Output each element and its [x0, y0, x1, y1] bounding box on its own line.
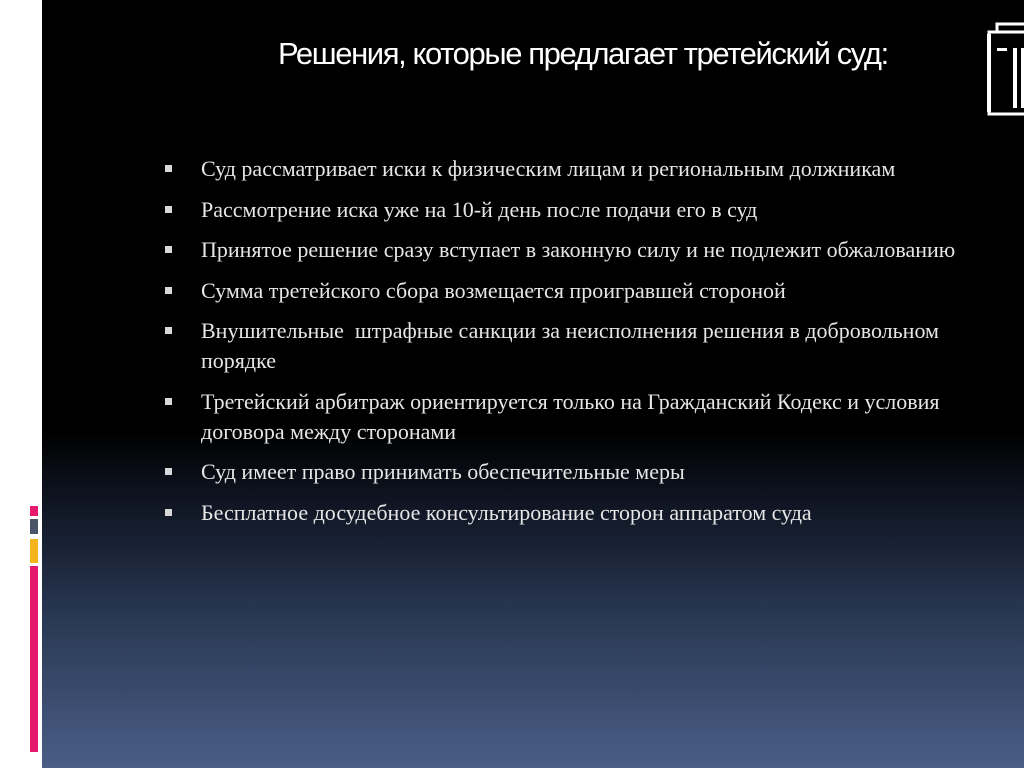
bullet-text: Бесплатное досудебное консультирование сторон аппаратом суда — [201, 499, 812, 525]
bullet-item — [162, 316, 982, 376]
bullet-text: Суд имеет право принимать обеспечительные меры — [201, 459, 685, 484]
left-margin-strip — [0, 0, 40, 768]
document-stack-icon — [983, 20, 1024, 117]
bullet-text: Принятое решение сразу вступает в законную силу и не подлежит обжалованию — [201, 237, 956, 262]
square-bullet-icon — [165, 398, 172, 405]
bullet-item — [162, 457, 982, 487]
slide-body — [42, 0, 1024, 768]
square-bullet-icon — [165, 468, 172, 475]
bullet-item — [162, 195, 982, 225]
bullet-text: Сумма третейского сбора возмещается проигравшей стороной — [201, 277, 786, 303]
slide-title: Решения, которые предлагает третейский суд: — [278, 36, 888, 71]
accent-bar-pink-top — [30, 506, 38, 516]
bullet-list — [162, 154, 982, 538]
bullet-item — [162, 154, 982, 184]
accent-bar-yellow — [30, 539, 38, 563]
bullet-text: Третейский арбитраж ориентируется только на Гражданский Кодекс и условия договора между сторонами — [201, 388, 940, 444]
bullet-item — [162, 235, 982, 265]
bullet-item — [162, 498, 982, 528]
bullet-text: Рассмотрение иска уже на 10-й день после подачи его в суд — [201, 196, 758, 222]
square-bullet-icon — [165, 246, 172, 253]
square-bullet-icon — [165, 206, 172, 213]
accent-bar-gray — [30, 519, 38, 534]
square-bullet-icon — [165, 165, 172, 172]
bullet-text: Внушительные штрафные санкции за неисполнения решения в добровольном порядке — [201, 318, 945, 373]
accent-bar-pink-long — [30, 566, 38, 752]
square-bullet-icon — [165, 287, 172, 294]
square-bullet-icon — [165, 327, 172, 334]
bullet-text: Суд рассматривает иски к физическим лицам и региональным должникам — [201, 156, 896, 181]
bullet-item — [162, 276, 982, 306]
bullet-item — [162, 387, 982, 447]
square-bullet-icon — [165, 509, 172, 516]
